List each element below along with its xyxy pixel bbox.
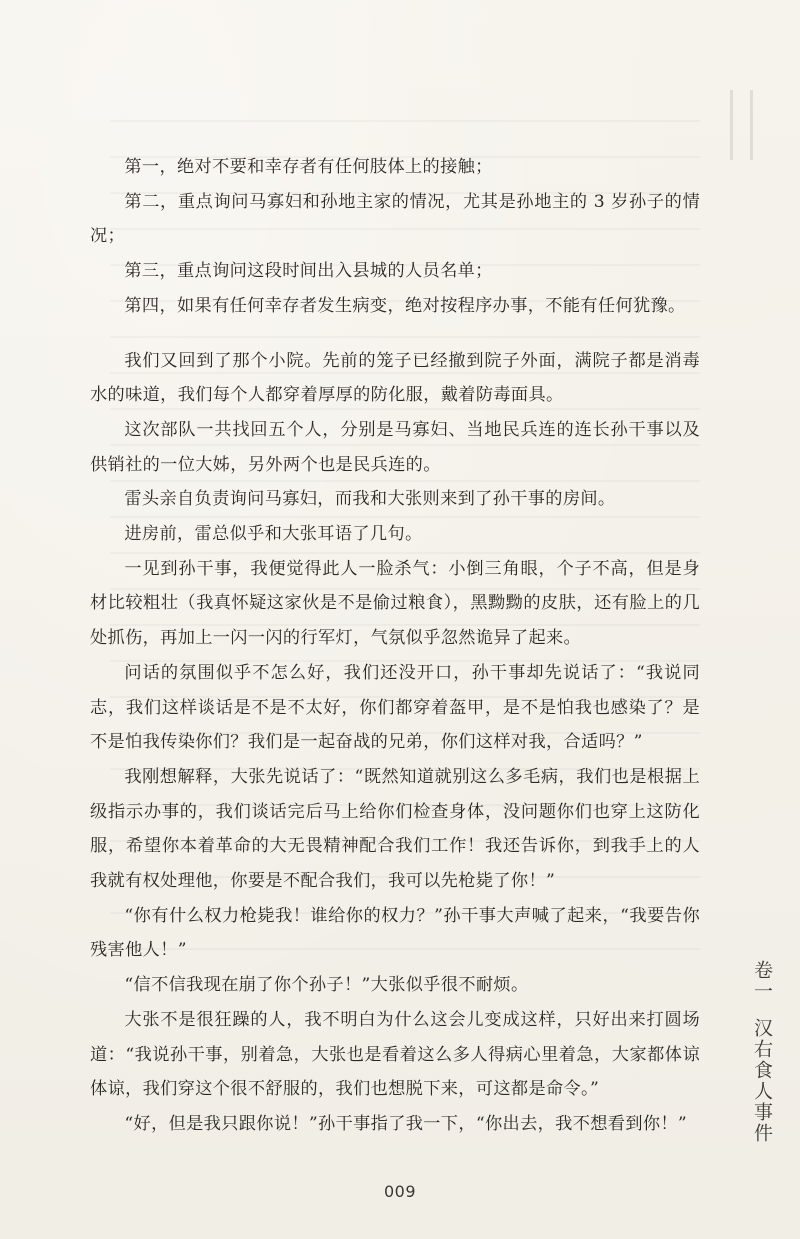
paragraph: 第二，重点询问马寡妇和孙地主家的情况，尤其是孙地主的 3 岁孙子的情况； xyxy=(90,191,700,247)
paragraph: 第一，绝对不要和幸存者有任何肢体上的接触； xyxy=(124,157,493,177)
body-text xyxy=(90,150,700,1142)
paragraph: 这次部队一共找回五个人，分别是马寡妇、当地民兵连的连长孙干事以及供销社的一位大姊，另外两个也是民兵连的。 xyxy=(90,419,700,475)
paragraph: 大张不是很狂躁的人，我不明白为什么这会儿变成这样，只好出来打圆场道：“我说孙干事，别着急，大张也是看着这么多人得病心里着急，大家都体谅体谅，我们穿这个很不舒服的，我们也想脱下来，可这都是命令。” xyxy=(90,1009,700,1100)
book-title-label: 汉右食人事件 xyxy=(751,1018,773,1144)
paragraph: 进房前，雷总似乎和大张耳语了几句。 xyxy=(124,524,423,545)
paragraph: 我们又回到了那个小院。先前的笼子已经撤到院子外面，满院子都是消毒水的味道，我们每个人都穿着厚厚的防化服，戴着防毒面具。 xyxy=(90,350,700,406)
bleed-through-mark xyxy=(715,90,770,160)
paragraph: 第四，如果有任何幸存者发生病变，绝对按程序办事，不能有任何犹豫。 xyxy=(124,295,686,316)
paragraph: 第三，重点询问这段时间出入县城的人员名单； xyxy=(124,261,493,282)
paragraph: 问话的氛围似乎不怎么好，我们还没开口，孙干事却先说话了：“我说同志，我们这样谈话是不是不太好，你们都穿着盔甲，是不是怕我也感染了？是不是怕我传染你们？我们是一起奋战的兄弟，你们这样对我，合适吗？” xyxy=(90,662,700,753)
paragraph: 雷头亲自负责询问马寡妇，而我和大张则来到了孙干事的房间。 xyxy=(124,489,616,510)
paragraph: “你有什么权力枪毙我！谁给你的权力？”孙干事大声喊了起来，“我要告你残害他人！” xyxy=(90,905,700,961)
paragraph: “信不信我现在崩了你个孙子！”大张似乎很不耐烦。 xyxy=(124,975,529,996)
running-head xyxy=(735,960,775,1144)
volume-label: 卷一 xyxy=(751,960,773,1002)
page-number: 009 xyxy=(383,1182,417,1201)
paragraph: “好，但是我只跟你说！”孙干事指了我一下，“你出去，我不想看到你！” xyxy=(124,1113,688,1134)
paragraph: 我刚想解释，大张先说话了：“既然知道就别这么多毛病，我们也是根据上级指示办事的，我们谈话完后马上给你们检查身体，没问题你们也穿上这防化服，希望你本着革命的大无畏精神配合我们工作！我还告诉你，到我手上的人我就有权处理他，你要是不配合我们，我可以先枪毙了你！” xyxy=(90,766,700,892)
paragraph: 一见到孙干事，我便觉得此人一脸杀气：小倒三角眼，个子不高，但是身材比较粗壮（我真怀疑这家伙是不是偷过粮食），黑黝黝的皮肤，还有脸上的几处抓伤，再加上一闪一闪的行军灯，气氛似乎忽然诡异了起来。 xyxy=(90,558,700,649)
